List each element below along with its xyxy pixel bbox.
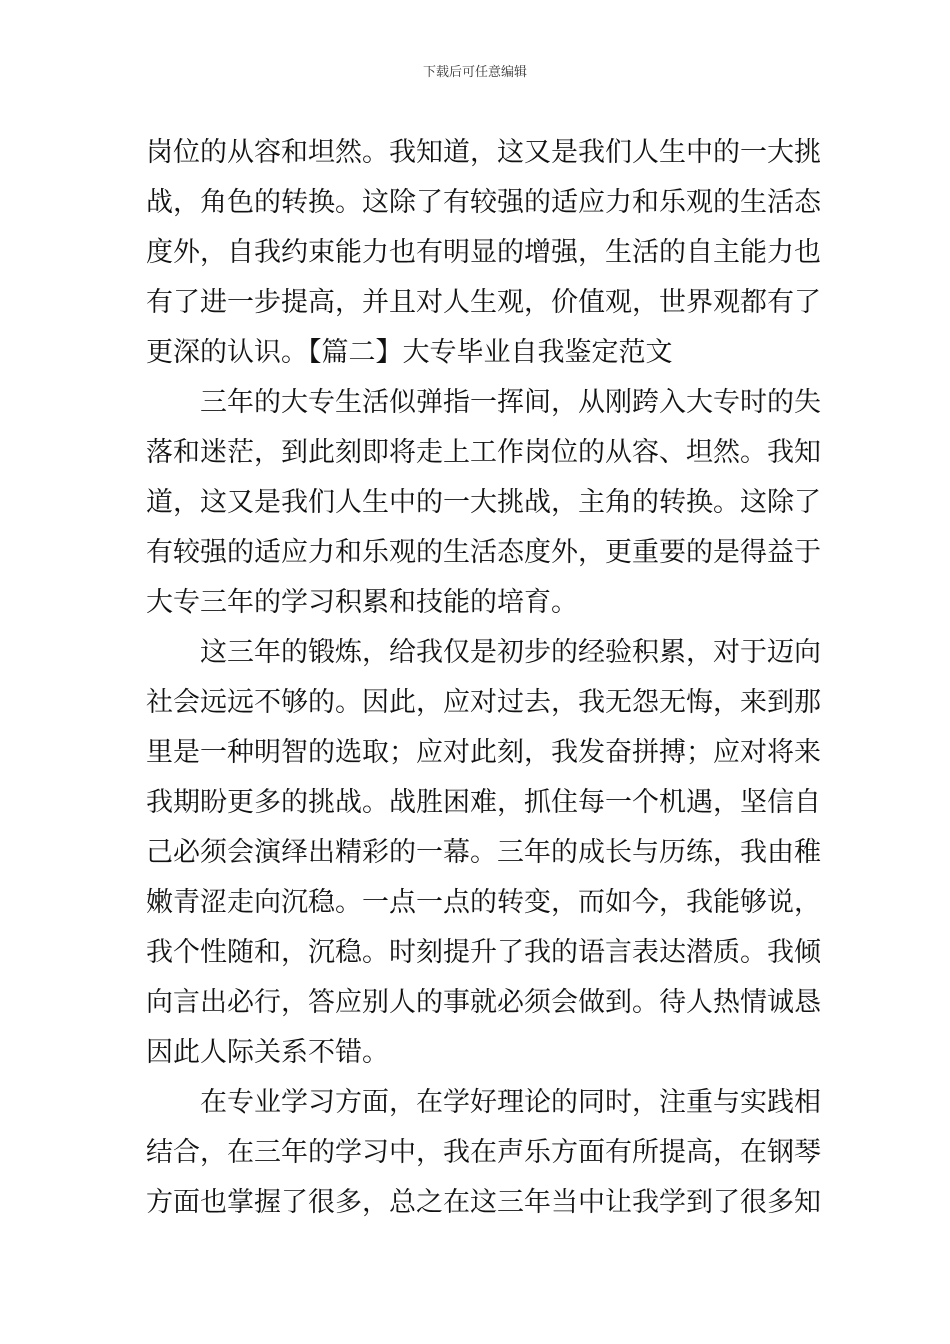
text-line: 己必须会演绎出精彩的一幕。三年的成长与历练，我由稚 [146, 837, 821, 868]
text-line: 道，这又是我们人生中的一大挑战，主角的转换。这除了 [146, 487, 821, 518]
text-line: 有较强的适应力和乐观的生活态度外，更重要的是得益于 [146, 537, 821, 568]
text-line: 因此人际关系不错。 [146, 1037, 389, 1068]
text-line: 我期盼更多的挑战。战胜困难，抓住每一个机遇，坚信自 [146, 787, 821, 818]
text-line: 战，角色的转换。这除了有较强的适应力和乐观的生活态 [146, 187, 821, 218]
text-line: 里是一种明智的选取；应对此刻，我发奋拼搏；应对将来 [146, 737, 821, 768]
text-line: 大专三年的学习积累和技能的培育。 [146, 587, 578, 618]
text-line: 我个性随和，沉稳。时刻提升了我的语言表达潜质。我倾 [146, 937, 821, 968]
paragraph [146, 128, 821, 378]
text-line: 这三年的锻炼，给我仅是初步的经验积累，对于迈向 [200, 637, 821, 668]
text-line: 更深的认识。【篇二】大专毕业自我鉴定范文 [146, 337, 673, 368]
paragraph [146, 1078, 821, 1228]
text-line: 三年的大专生活似弹指一挥间，从刚跨入大专时的失 [200, 387, 821, 418]
text-line: 岗位的从容和坦然。我知道，这又是我们人生中的一大挑 [146, 137, 821, 168]
text-line: 方面也掌握了很多，总之在这三年当中让我学到了很多知 [146, 1187, 821, 1218]
paragraph [146, 378, 821, 628]
text-line: 嫩青涩走向沉稳。一点一点的转变，而如今，我能够说， [146, 887, 821, 918]
text-line: 度外，自我约束能力也有明显的增强，生活的自主能力也 [146, 237, 821, 268]
paragraph [146, 628, 821, 1078]
text-line: 落和迷茫，到此刻即将走上工作岗位的从容、坦然。我知 [146, 437, 821, 468]
page-header: 下载后可任意编辑 [422, 65, 527, 80]
text-line: 向言出必行，答应别人的事就必须会做到。待人热情诚恳 [146, 987, 821, 1018]
document-body [146, 128, 821, 1228]
text-line: 在专业学习方面，在学好理论的同时，注重与实践相 [200, 1087, 821, 1118]
text-line: 社会远远不够的。因此，应对过去，我无怨无悔，来到那 [146, 687, 821, 718]
text-line: 结合，在三年的学习中，我在声乐方面有所提高，在钢琴 [146, 1137, 821, 1168]
text-line: 有了进一步提高，并且对人生观，价值观，世界观都有了 [146, 287, 821, 318]
